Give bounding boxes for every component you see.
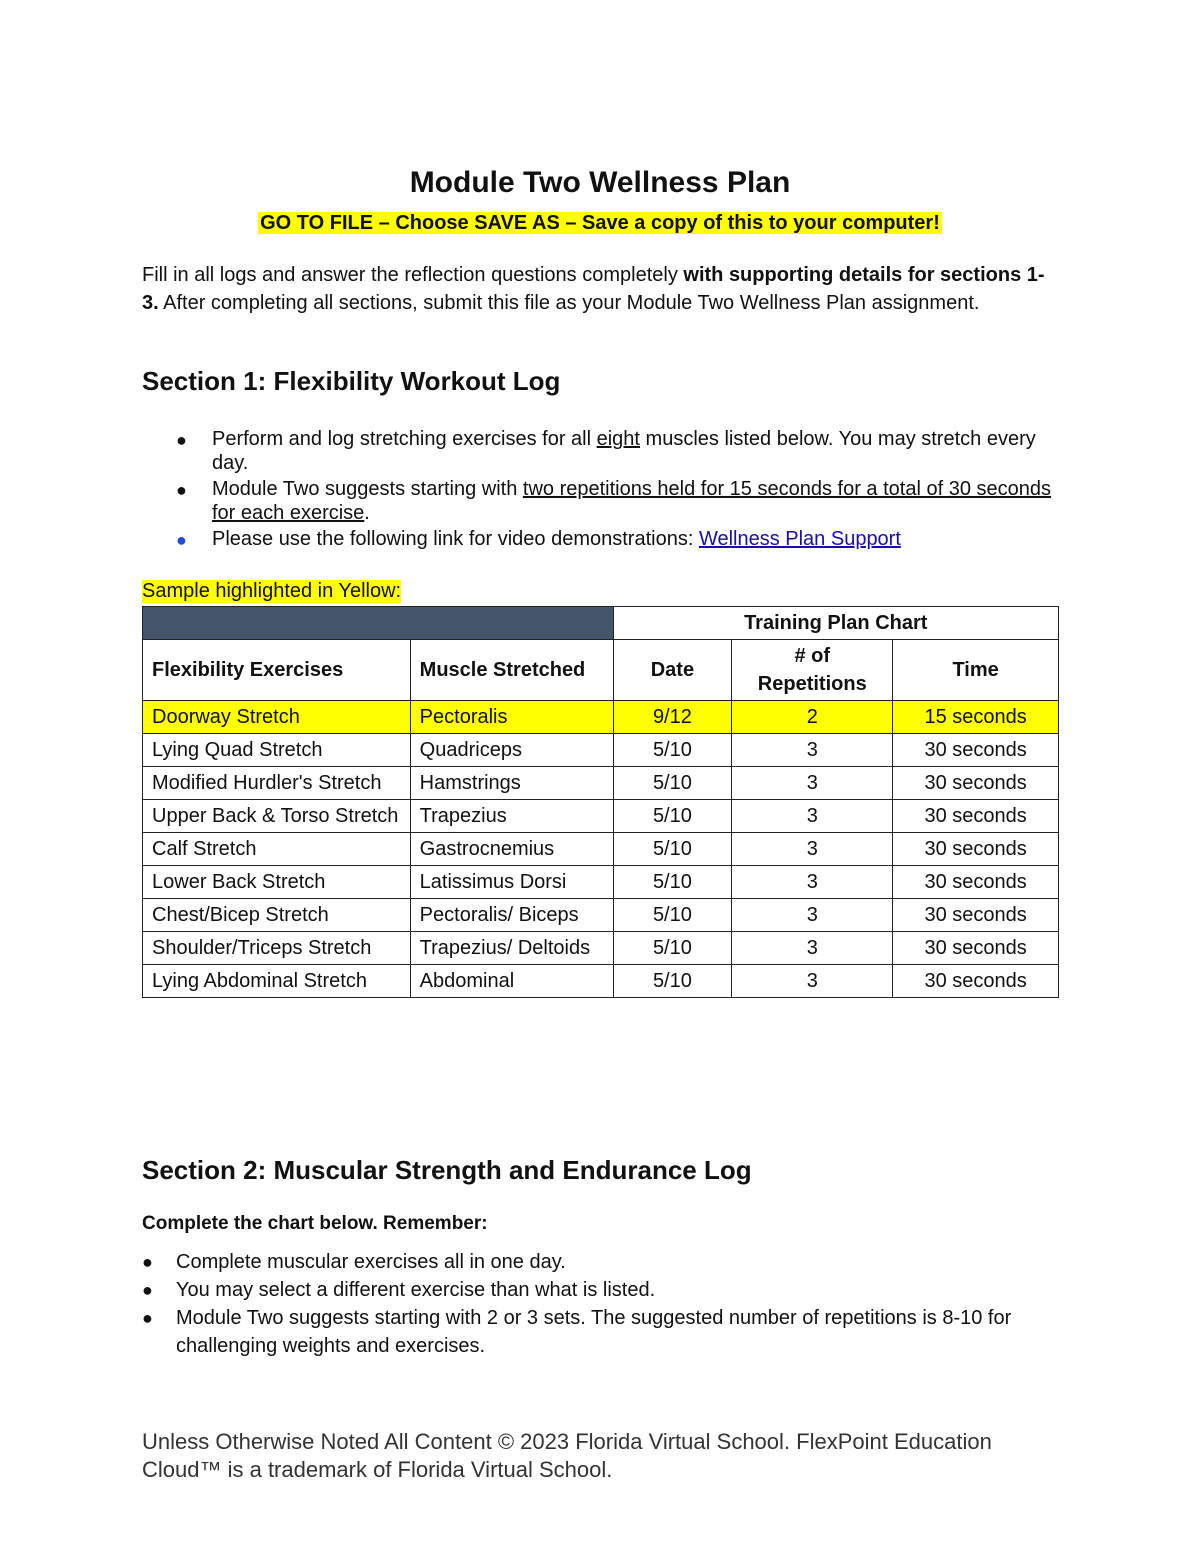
table-cell[interactable]: Chest/Bicep Stretch <box>143 899 411 932</box>
table-cell[interactable]: 5/10 <box>613 800 732 833</box>
bullet-text: Module Two suggests starting with <box>212 478 523 500</box>
table-cell[interactable]: 3 <box>732 833 893 866</box>
table-row <box>143 701 1059 734</box>
bullet-text: muscles listed below. You may stretch every day. <box>212 428 1036 474</box>
bullet-underlined-text: eight <box>596 428 640 450</box>
document-title: Module Two Wellness Plan <box>409 166 791 199</box>
table-cell[interactable]: Modified Hurdler's Stretch <box>143 767 411 800</box>
wellness-plan-support-link[interactable]: Wellness Plan Support <box>698 528 901 550</box>
table-row <box>143 767 1059 800</box>
table-row <box>143 932 1059 965</box>
table-cell[interactable]: 30 seconds <box>893 800 1059 833</box>
intro-text-bold: with supporting details for sections 1-3. <box>142 264 1045 314</box>
list-item <box>142 477 1062 525</box>
table-cell[interactable]: 30 seconds <box>893 767 1059 800</box>
bullet-icon: ● <box>142 1308 153 1328</box>
bullet-icon: ● <box>176 480 187 500</box>
table-cell[interactable]: 30 seconds <box>893 965 1059 998</box>
table-cell[interactable]: 30 seconds <box>893 866 1059 899</box>
list-item <box>142 1248 1062 1276</box>
table-cell[interactable]: Pectoralis <box>410 701 613 734</box>
bullet-text: Module Two suggests starting with 2 or 3 sets. The suggested number of repetitions is 8-10 for challenging weights and exercises. <box>176 1307 1012 1357</box>
table-cell[interactable]: Doorway Stretch <box>143 701 411 734</box>
table-cell[interactable]: 15 seconds <box>893 701 1059 734</box>
table-row <box>143 734 1059 767</box>
table-cell[interactable]: 5/10 <box>613 899 732 932</box>
bullet-text: . <box>364 502 370 524</box>
table-cell[interactable]: 5/10 <box>613 965 732 998</box>
bullet-underlined-text: two repetitions held for 15 seconds for a total of 30 seconds for each exercise <box>212 478 1052 524</box>
table-cell[interactable]: Hamstrings <box>410 767 613 800</box>
table-cell[interactable]: Trapezius <box>410 800 613 833</box>
column-header: Time <box>893 640 1059 701</box>
table-cell[interactable]: 30 seconds <box>893 932 1059 965</box>
table-cell[interactable]: 3 <box>732 932 893 965</box>
bullet-text: Please use the following link for video demonstrations: <box>212 528 699 550</box>
bullet-icon: ● <box>176 430 187 450</box>
section1-bullet-list <box>142 427 1062 553</box>
table-cell[interactable]: 30 seconds <box>893 734 1059 767</box>
section2-bullet-list <box>142 1248 1062 1360</box>
table-cell[interactable]: 5/10 <box>613 833 732 866</box>
sample-label: Sample highlighted in Yellow: <box>142 580 402 602</box>
table-cell[interactable]: Shoulder/Triceps Stretch <box>143 932 411 965</box>
table-cell[interactable]: 3 <box>732 899 893 932</box>
table-cell[interactable]: 5/10 <box>613 932 732 965</box>
bullet-icon: ● <box>142 1252 153 1272</box>
training-plan-table <box>142 606 1059 998</box>
table-cell[interactable]: Quadriceps <box>410 734 613 767</box>
list-item <box>142 1304 1062 1360</box>
table-group-header-row <box>143 607 1059 640</box>
column-header: # of Repetitions <box>732 640 893 701</box>
table-cell[interactable]: 5/10 <box>613 734 732 767</box>
table-row <box>143 800 1059 833</box>
bullet-text: You may select a different exercise than what is listed. <box>176 1279 656 1301</box>
table-cell[interactable]: 5/10 <box>613 866 732 899</box>
intro-text-2: After completing all sections, submit this file as your Module Two Wellness Plan assignment. <box>158 292 980 314</box>
table-cell[interactable]: Upper Back & Torso Stretch <box>143 800 411 833</box>
list-item <box>142 527 1062 551</box>
table-cell[interactable]: 30 seconds <box>893 833 1059 866</box>
table-row <box>143 899 1059 932</box>
dark-header-cell <box>143 607 614 640</box>
table-cell[interactable]: 3 <box>732 767 893 800</box>
table-cell[interactable]: Abdominal <box>410 965 613 998</box>
save-notice-text: GO TO FILE – Choose SAVE AS – Save a copy of this to your computer! <box>260 212 940 234</box>
table-header-row <box>143 640 1059 701</box>
section2-heading: Section 2: Muscular Strength and Endurance Log <box>142 1155 752 1185</box>
table-cell[interactable]: Gastrocnemius <box>410 833 613 866</box>
table-row <box>143 866 1059 899</box>
copyright-footer: Unless Otherwise Noted All Content © 2023 Florida Virtual School. FlexPoint Education Cloud™ is a trademark of Florida Virtual School. <box>142 1429 992 1482</box>
table-cell[interactable]: 9/12 <box>613 701 732 734</box>
table-cell[interactable]: Latissimus Dorsi <box>410 866 613 899</box>
table-cell[interactable]: Trapezius/ Deltoids <box>410 932 613 965</box>
table-cell[interactable]: 5/10 <box>613 767 732 800</box>
table-cell[interactable]: 3 <box>732 800 893 833</box>
table-cell[interactable]: Pectoralis/ Biceps <box>410 899 613 932</box>
intro-paragraph <box>142 261 1052 317</box>
bullet-icon: ● <box>176 530 187 550</box>
table-cell[interactable]: 3 <box>732 734 893 767</box>
save-notice <box>0 212 1200 235</box>
table-row <box>143 833 1059 866</box>
table-cell[interactable]: 3 <box>732 965 893 998</box>
table-cell[interactable]: Lower Back Stretch <box>143 866 411 899</box>
bullet-text: Perform and log stretching exercises for all <box>212 428 597 450</box>
column-header: Flexibility Exercises <box>143 640 411 701</box>
table-cell[interactable]: 2 <box>732 701 893 734</box>
intro-text-1: Fill in all logs and answer the reflection questions completely <box>142 264 684 286</box>
training-plan-chart-header: Training Plan Chart <box>613 607 1059 640</box>
section2-instruction: Complete the chart below. Remember: <box>142 1213 488 1234</box>
list-item <box>142 427 1062 475</box>
table-cell[interactable]: Lying Abdominal Stretch <box>143 965 411 998</box>
table-cell[interactable]: 3 <box>732 866 893 899</box>
table-cell[interactable]: 30 seconds <box>893 899 1059 932</box>
table-cell[interactable]: Lying Quad Stretch <box>143 734 411 767</box>
bullet-text: Complete muscular exercises all in one day. <box>176 1251 566 1273</box>
column-header: Muscle Stretched <box>410 640 613 701</box>
table-cell[interactable]: Calf Stretch <box>143 833 411 866</box>
column-header: Date <box>613 640 732 701</box>
bullet-icon: ● <box>142 1280 153 1300</box>
table-row <box>143 965 1059 998</box>
list-item <box>142 1276 1062 1304</box>
section1-heading: Section 1: Flexibility Workout Log <box>142 366 561 396</box>
